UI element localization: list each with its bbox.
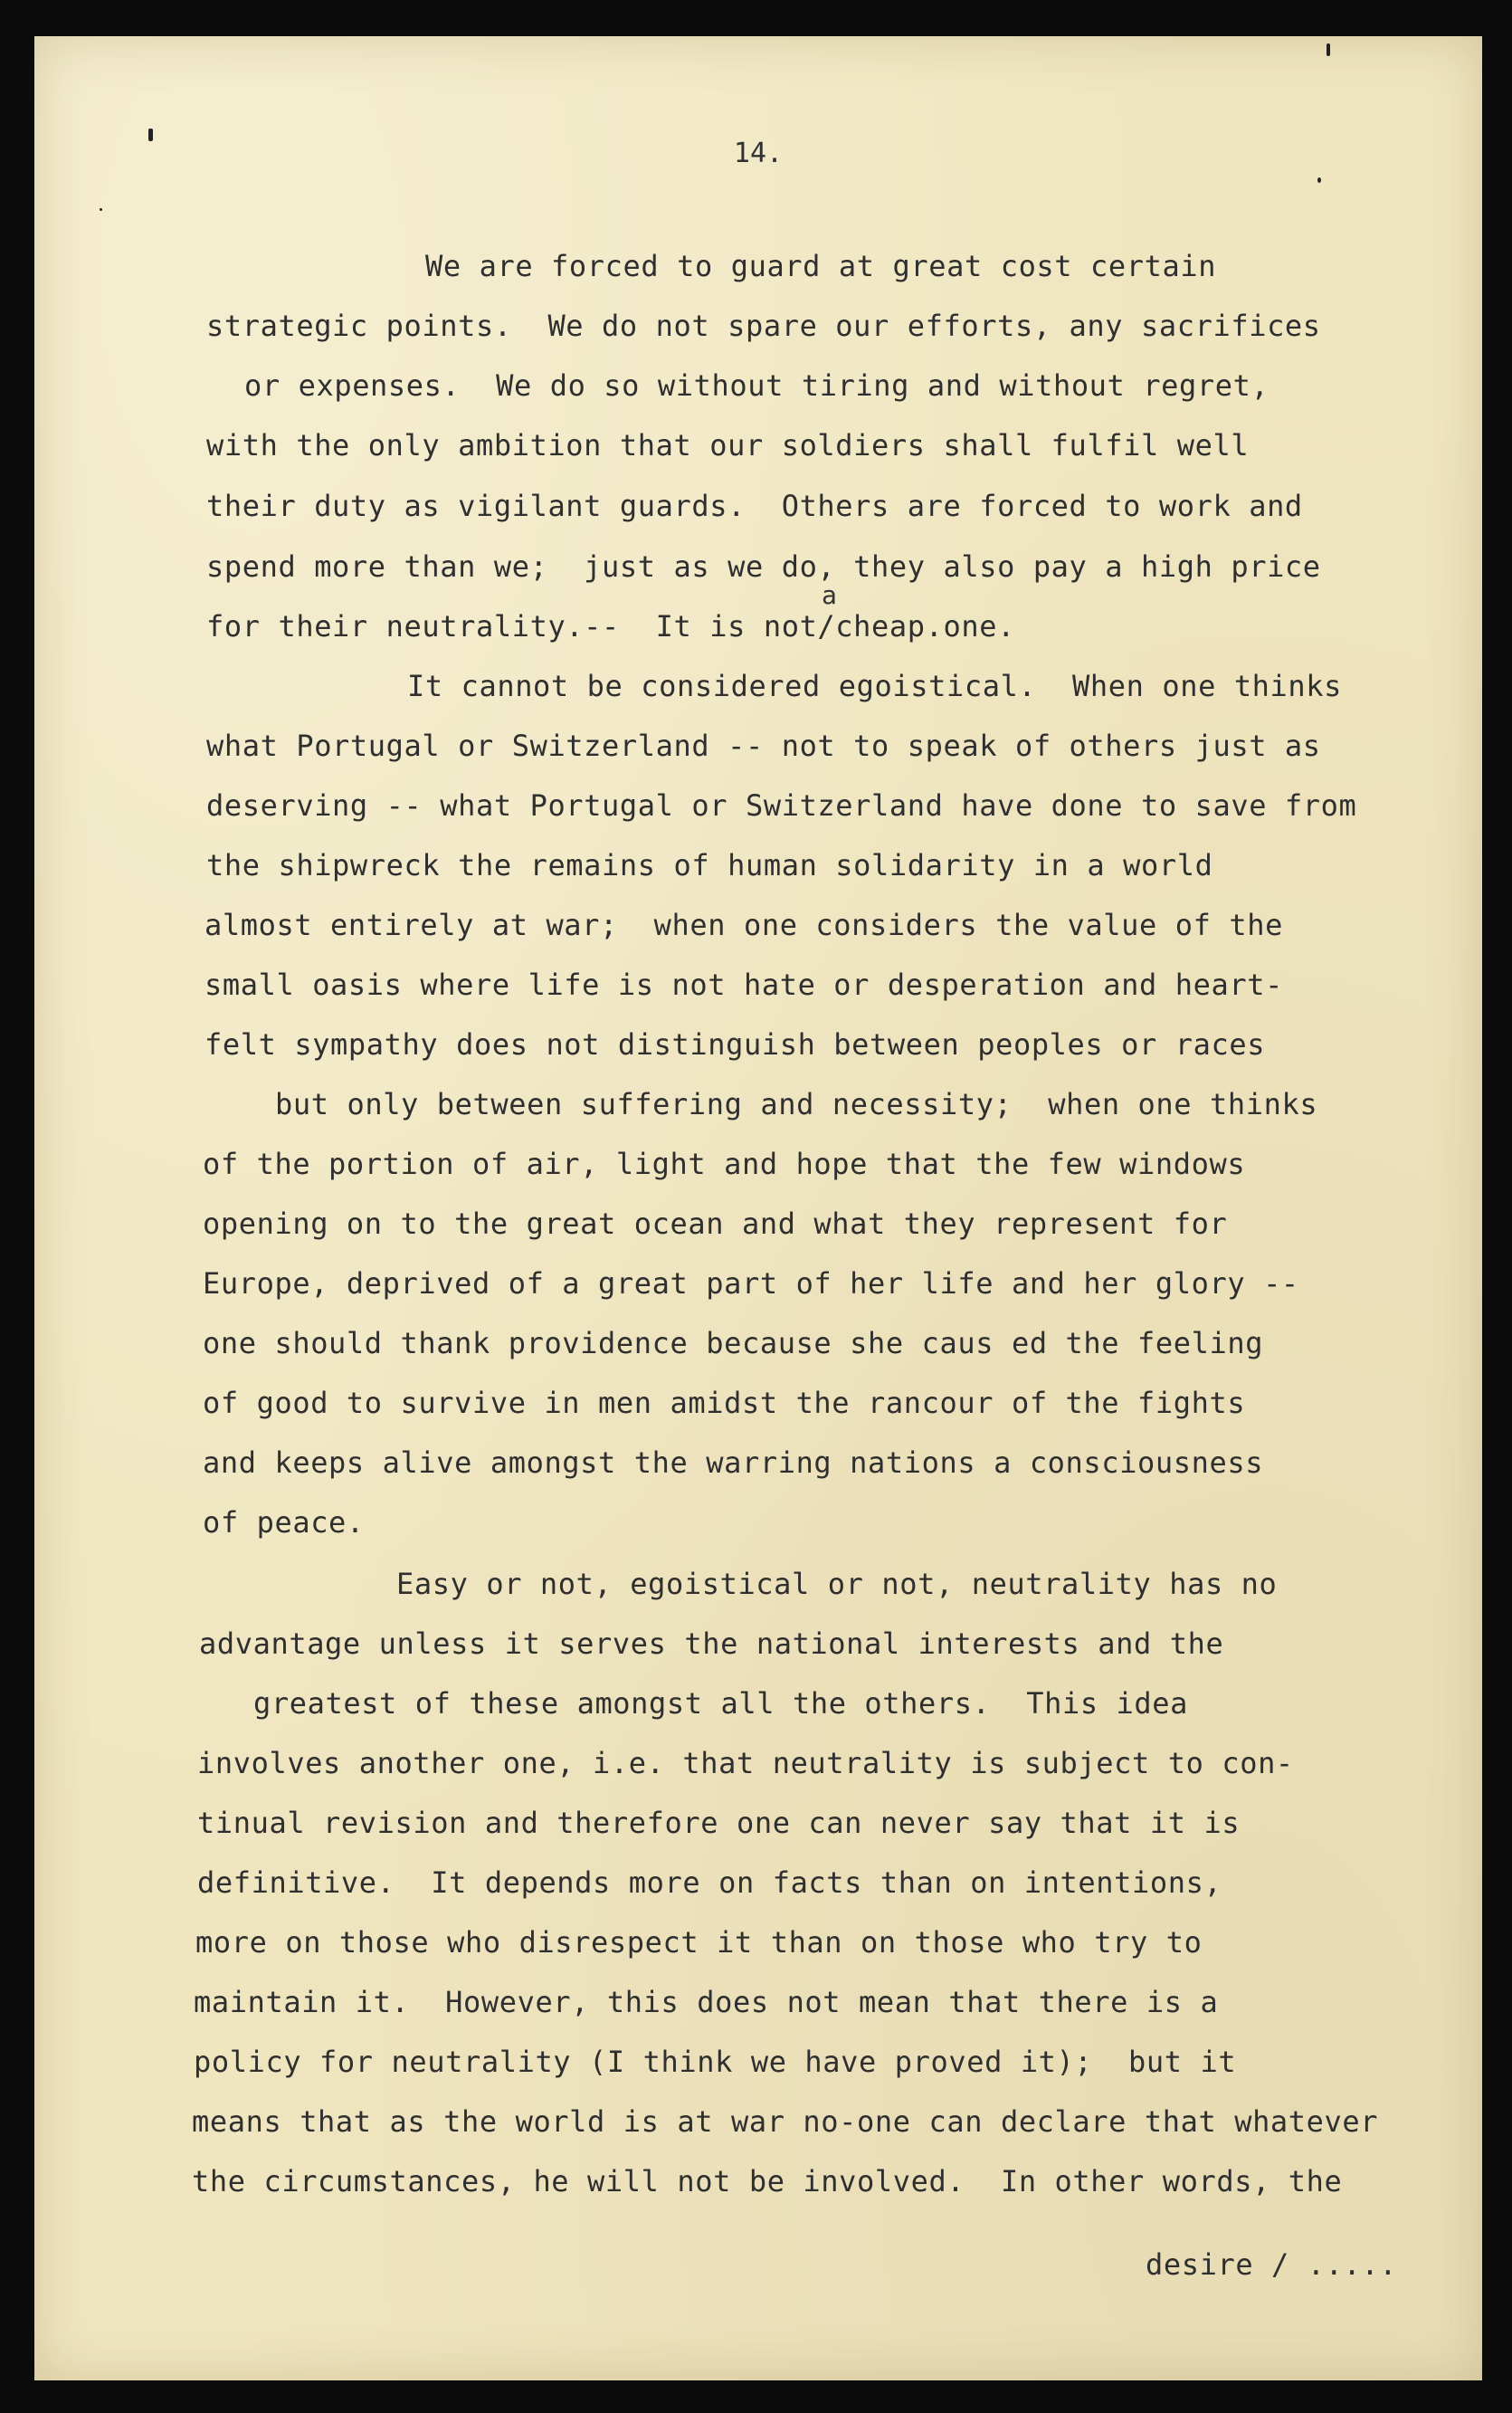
- text-line: small oasis where life is not hate or desperation and heart-: [204, 968, 1283, 1002]
- text-line: what Portugal or Switzerland -- not to speak of others just as: [206, 729, 1321, 763]
- text-line: more on those who disrespect it than on those who try to: [195, 1925, 1203, 1960]
- text-line: with the only ambition that our soldiers shall fulfil well: [206, 428, 1250, 463]
- interlinear-insertion: a: [822, 580, 837, 610]
- text-line: for their neutrality.-- It is not/cheap.one.: [206, 609, 1015, 644]
- body-text: [34, 36, 1482, 2380]
- text-line: policy for neutrality (I think we have proved it); but it: [194, 2045, 1237, 2079]
- text-line: spend more than we; just as we do, they also pay a high price: [206, 549, 1321, 584]
- text-line: or expenses. We do so without tiring and without regret,: [244, 368, 1270, 403]
- text-line: maintain it. However, this does not mean that there is a: [194, 1985, 1219, 2019]
- text-line: their duty as vigilant guards. Others are forced to work and: [206, 489, 1303, 523]
- text-line: definitive. It depends more on facts than on intentions,: [197, 1865, 1222, 1900]
- ink-speck: [148, 129, 153, 141]
- text-line: greatest of these amongst all the others. This idea: [253, 1686, 1189, 1721]
- text-line: the circumstances, he will not be involved. In other words, the: [192, 2164, 1343, 2198]
- text-line: Europe, deprived of a great part of her life and her glory --: [203, 1266, 1299, 1301]
- text-line: of the portion of air, light and hope that the few windows: [203, 1147, 1246, 1181]
- text-line: deserving -- what Portugal or Switzerland have done to save from: [206, 788, 1357, 823]
- text-line: means that as the world is at war no-one can declare that whatever: [192, 2104, 1379, 2139]
- ink-speck: [1327, 43, 1330, 56]
- text-line: the shipwreck the remains of human solidarity in a world: [206, 848, 1213, 882]
- text-line: tinual revision and therefore one can never say that it is: [197, 1806, 1241, 1840]
- ink-speck: [100, 208, 102, 211]
- text-line: almost entirely at war; when one considers the value of the: [204, 908, 1283, 942]
- catchword: desire / .....: [1146, 2247, 1398, 2282]
- text-line: strategic points. We do not spare our efforts, any sacrifices: [206, 309, 1321, 343]
- text-line: felt sympathy does not distinguish between peoples or races: [204, 1027, 1266, 1062]
- text-line: of good to survive in men amidst the rancour of the fights: [203, 1386, 1246, 1420]
- text-line: but only between suffering and necessity; when one thinks: [275, 1087, 1318, 1121]
- text-line: and keeps alive amongst the warring nations a consciousness: [203, 1445, 1264, 1480]
- text-line: opening on to the great ocean and what they represent for: [203, 1206, 1228, 1241]
- text-line: advantage unless it serves the national interests and the: [199, 1626, 1224, 1661]
- text-line: involves another one, i.e. that neutrality is subject to con-: [197, 1746, 1294, 1780]
- text-line: of peace.: [203, 1505, 365, 1540]
- text-line: We are forced to guard at great cost certain: [425, 249, 1217, 283]
- text-line: Easy or not, egoistical or not, neutrality has no: [396, 1567, 1278, 1601]
- text-line: one should thank providence because she caus ed the feeling: [203, 1326, 1264, 1360]
- text-line: It cannot be considered egoistical. When one thinks: [407, 669, 1343, 703]
- ink-speck: [1317, 177, 1321, 183]
- typed-page: [34, 36, 1482, 2380]
- page-number: 14.: [733, 138, 784, 169]
